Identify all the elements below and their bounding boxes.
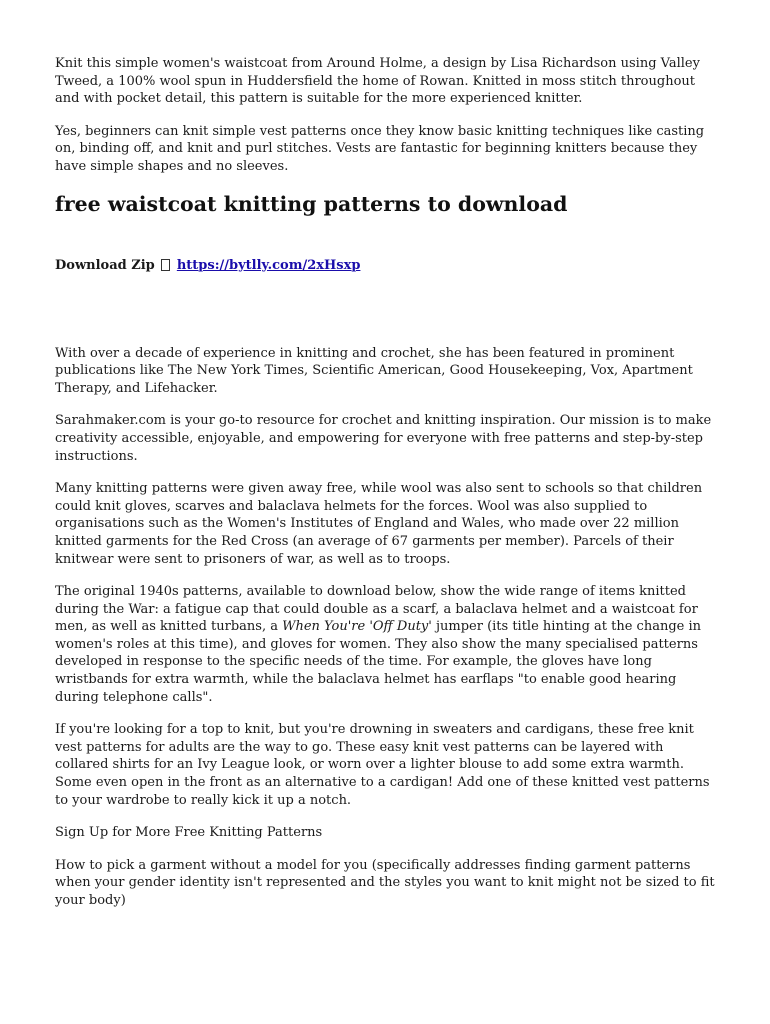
patterns-1940s-paragraph xyxy=(55,583,717,706)
wartime-wool-paragraph: Many knitting patterns were given away free, while wool was also sent to schools so that children could knit gloves, scarves and balaclava helmets for the forces. Wool was also supplied to organisations such as the Women's Institutes of England and Wales, who made over 22 million knitted garments for the Red Cross (an average of 67 garments per member). Parcels of their knitwear were sent to prisoners of war, as well as to troops. xyxy=(55,481,703,567)
download-link[interactable]: https://bytlly.com/2xHsxp xyxy=(176,257,361,273)
vest-patterns-paragraph: If you're looking for a top to knit, but you're drowning in sweaters and cardigans, these free knit vest patterns for adults are the way to go. These easy knit vest patterns can be layered with collared shirts for an Ivy League look, or worn over a lighter blouse to add some extra warmth. Some even open in the front as an alternative to a cardigan! Add one of these knitted vest patterns to your wardrobe to really kick it up a notch. xyxy=(55,722,710,808)
download-line xyxy=(55,257,717,275)
wartime-text-end: ' jumper (its title hinting at the change in women's roles at this time), and gloves for women. They also show the many specialised patterns developed in response to the specific needs of the time. For example, the gloves have long wristbands for extra warmth, while the balaclava helmet has earflaps "to enable good hearing during telephone calls". xyxy=(55,619,702,705)
mission-paragraph: Sarahmaker.com is your go-to resource for crochet and knitting inspiration. Our mission is to make creativity accessible, enjoyable, and empowering for everyone with free patterns and step-by-step instructions. xyxy=(55,413,712,464)
spacer xyxy=(55,275,717,345)
author-paragraph: With over a decade of experience in knitting and crochet, she has been featured in prominent publications like The New York Times, Scientific American, Good Housekeeping, Vox, Apartment Therapy, and Lifehacker. xyxy=(55,345,693,396)
missing-glyph-icon xyxy=(161,259,170,271)
garment-paragraph: How to pick a garment without a model for you (specifically addresses finding garment patterns when your gender identity isn't represented and the styles you want to knit might not be sized to fit your body) xyxy=(55,857,715,908)
intro-paragraph: Knit this simple women's waistcoat from Around Holme, a design by Lisa Richardson using Valley Tweed, a 100% wool spun in Huddersfield the home of Rowan. Knitted in moss stitch throughout and with pocket detail, this pattern is suitable for the more experienced knitter. xyxy=(55,56,700,107)
signup-line: Sign Up for More Free Knitting Patterns xyxy=(55,825,323,841)
page-title: free waistcoat knitting patterns to download xyxy=(55,191,568,216)
beginners-paragraph: Yes, beginners can knit simple vest patterns once they know basic knitting techniques like casting on, binding off, and knit and purl stitches. Vests are fantastic for beginning knitters because they have simple shapes and no sleeves. xyxy=(55,123,705,174)
wartime-text-start: The original 1940s patterns, available to download below, show the wide range of items knitted during the War: a fatigue cap that could double as a scarf, a balaclava helmet and a waistcoat for men, as well as knitted turbans, a xyxy=(55,584,698,635)
document-page xyxy=(55,55,717,925)
download-label: Download Zip xyxy=(55,257,155,273)
jumper-title: When You're 'Off Duty xyxy=(282,619,429,635)
